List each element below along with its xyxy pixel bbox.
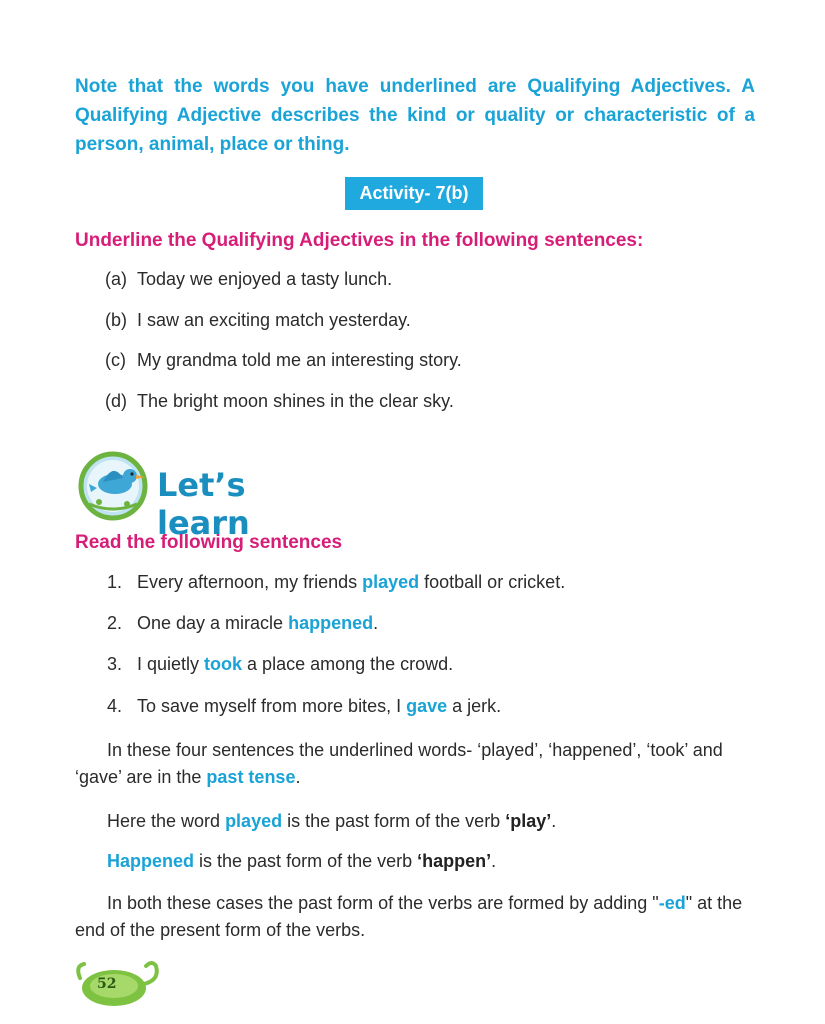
sentence-3: 3. I quietly took a place among the crowd. [107,654,454,674]
exercise-item-a: (a) Today we enjoyed a tasty lunch. [105,269,393,289]
lets-learn-title: Let’s learn [157,466,250,542]
sentence-2: 2. One day a miracle happened. [107,613,379,633]
sentence-4: 4. To save myself from more bites, I gave a jerk. [107,696,502,716]
note-paragraph: Note that the words you have underlined are Qualifying Adjectives. A Qualifying Adjective describes the kind or quality or characteristic of a person, animal, place or thing. [75,76,755,155]
exercise-item-c: (c) My grandma told me an interesting story. [105,350,462,370]
reading-heading: Read the following sentences [75,532,343,553]
sentence-1: 1. Every afternoon, my friends played football or cricket. [107,572,566,592]
page-number-badge [70,958,170,1008]
page-number: 52 [97,976,117,992]
lets-learn-banner [75,440,335,542]
exercise-item-d: (d) The bright moon shines in the clear sky. [105,391,454,411]
activity-label: Activity- 7(b) [345,177,483,210]
bird-icon [75,444,155,524]
explanation-paragraph-3: Happened is the past form of the verb ‘happen’. [107,851,497,871]
explanation-paragraph-2: Here the word played is the past form of the verb ‘play’. [107,811,557,831]
exercise-heading: Underline the Qualifying Adjectives in the following sentences: [75,230,644,251]
exercise-item-b: (b) I saw an exciting match yesterday. [105,310,411,330]
explanation-paragraph-4: In both these cases the past form of the verbs are formed by adding "-ed" at the end of the present form of the verbs. [75,893,743,940]
teapot-icon [70,958,170,1008]
explanation-paragraph-1: In these four sentences the underlined words- ‘played’, ‘happened’, ‘took’ and ‘gave’ are in the past tense. [75,740,723,787]
